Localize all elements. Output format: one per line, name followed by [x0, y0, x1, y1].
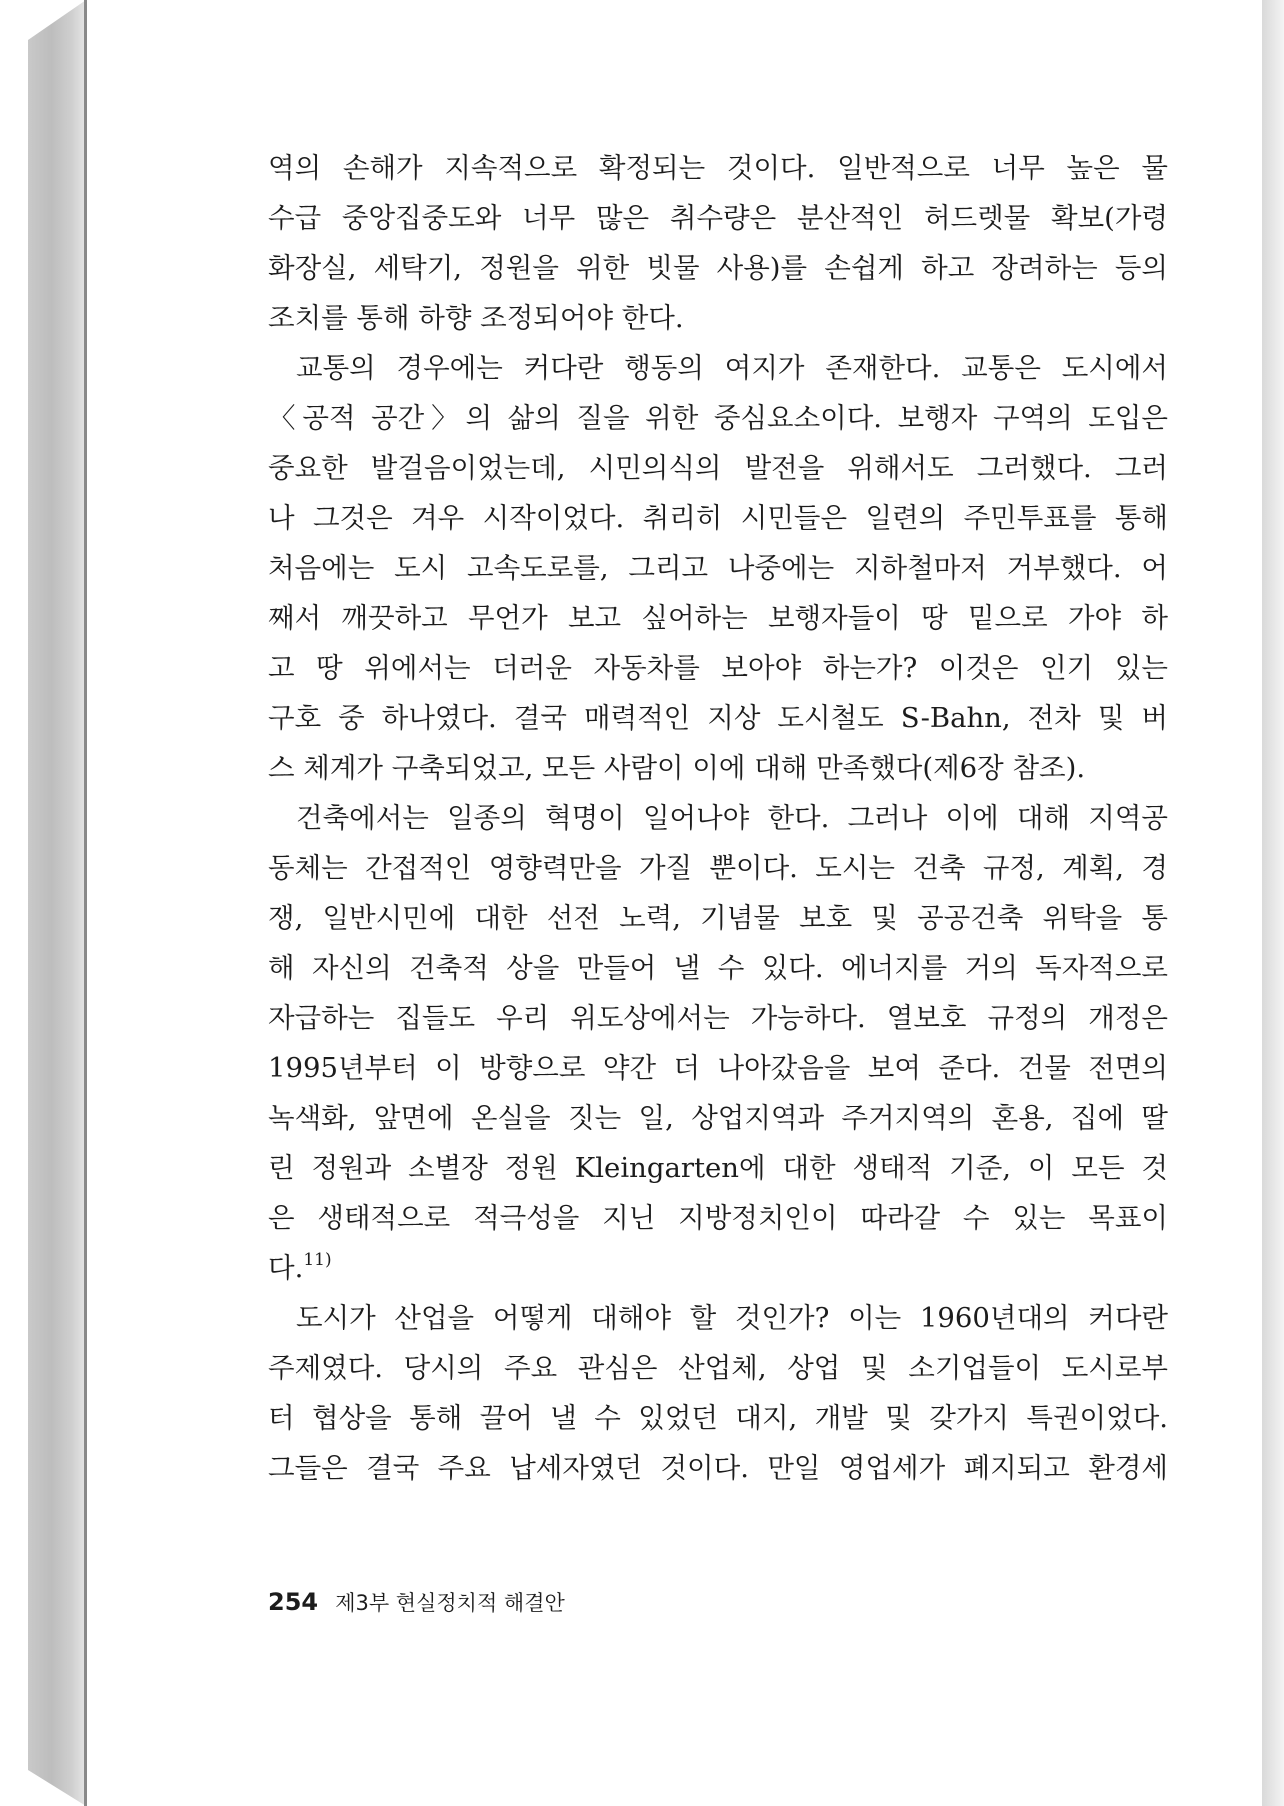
page-footer [268, 1587, 565, 1617]
text-line: 〈공적 공간〉의 삶의 질을 위한 중심요소이다. 보행자 구역의 도입은 [268, 402, 1168, 434]
text-line: 처음에는 도시 고속도로를, 그리고 나중에는 지하철마저 거부했다. 어 [268, 552, 1168, 584]
text-line: 린 정원과 소별장 정원 Kleingarten에 대한 생태적 기준, 이 모든 것 [268, 1152, 1168, 1184]
footnote-reference: 11) [303, 1250, 332, 1270]
text-line: 주제였다. 당시의 주요 관심은 산업체, 상업 및 소기업들이 도시로부 [268, 1352, 1168, 1384]
text-line: 그들은 결국 주요 납세자였던 것이다. 만일 영업세가 폐지되고 환경세 [268, 1452, 1168, 1484]
text-line: 해 자신의 건축적 상을 만들어 낼 수 있다. 에너지를 거의 독자적으로 [268, 952, 1168, 984]
text-line: 도시가 산업을 어떻게 대해야 할 것인가? 이는 1960년대의 커다란 [296, 1302, 1168, 1334]
text-fragment: 다. [268, 1252, 304, 1284]
text-line: 은 생태적으로 적극성을 지닌 지방정치인이 따라갈 수 있는 목표이 [268, 1202, 1168, 1234]
text-line: 녹색화, 앞면에 온실을 짓는 일, 상업지역과 주거지역의 혼용, 집에 딸 [268, 1102, 1168, 1134]
text-line: 교통의 경우에는 커다란 행동의 여지가 존재한다. 교통은 도시에서 [296, 352, 1168, 384]
page-number: 254 [268, 1588, 319, 1616]
text-line: 자급하는 집들도 우리 위도상에서는 가능하다. 열보호 규정의 개정은 [268, 1002, 1168, 1034]
text-line: 화장실, 세탁기, 정원을 위한 빗물 사용)를 손쉽게 하고 장려하는 등의 [268, 252, 1168, 284]
text-line: 수급 중앙집중도와 너무 많은 취수량은 분산적인 허드렛물 확보(가령 [268, 202, 1168, 234]
text-line: 동체는 간접적인 영향력만을 가질 뿐이다. 도시는 건축 규정, 계획, 경 [268, 852, 1168, 884]
text-line: 조치를 통해 하향 조정되어야 한다. [268, 302, 684, 334]
text-line: 구호 중 하나였다. 결국 매력적인 지상 도시철도 S-Bahn, 전차 및 버 [268, 702, 1168, 734]
text-line: 1995년부터 이 방향으로 약간 더 나아갔음을 보여 준다. 건물 전면의 [268, 1052, 1168, 1084]
text-line-with-footnote [268, 1243, 1168, 1293]
text-line: 스 체계가 구축되었고, 모든 사람이 이에 대해 만족했다(제6장 참조). [268, 752, 1086, 784]
text-line: 쟁, 일반시민에 대한 선전 노력, 기념물 보호 및 공공건축 위탁을 통 [268, 902, 1168, 934]
text-line: 고 땅 위에서는 더러운 자동차를 보아야 하는가? 이것은 인기 있는 [268, 652, 1168, 684]
text-line: 터 협상을 통해 끌어 낼 수 있었던 대지, 개발 및 갖가지 특권이었다. [268, 1402, 1168, 1434]
running-head: 제3부 현실정치적 해결안 [335, 1591, 565, 1615]
text-line: 째서 깨끗하고 무언가 보고 싶어하는 보행자들이 땅 밑으로 가야 하 [268, 602, 1168, 634]
body-text [268, 143, 1168, 1493]
text-line: 나 그것은 겨우 시작이었다. 취리히 시민들은 일련의 주민투표를 통해 [268, 502, 1168, 534]
page-right-edge [1262, 0, 1284, 1806]
text-line: 건축에서는 일종의 혁명이 일어나야 한다. 그러나 이에 대해 지역공 [296, 802, 1168, 834]
text-line: 역의 손해가 지속적으로 확정되는 것이다. 일반적으로 너무 높은 물 [268, 152, 1168, 184]
book-spine [28, 0, 86, 1806]
text-line: 중요한 발걸음이었는데, 시민의식의 발전을 위해서도 그러했다. 그러 [268, 452, 1168, 484]
